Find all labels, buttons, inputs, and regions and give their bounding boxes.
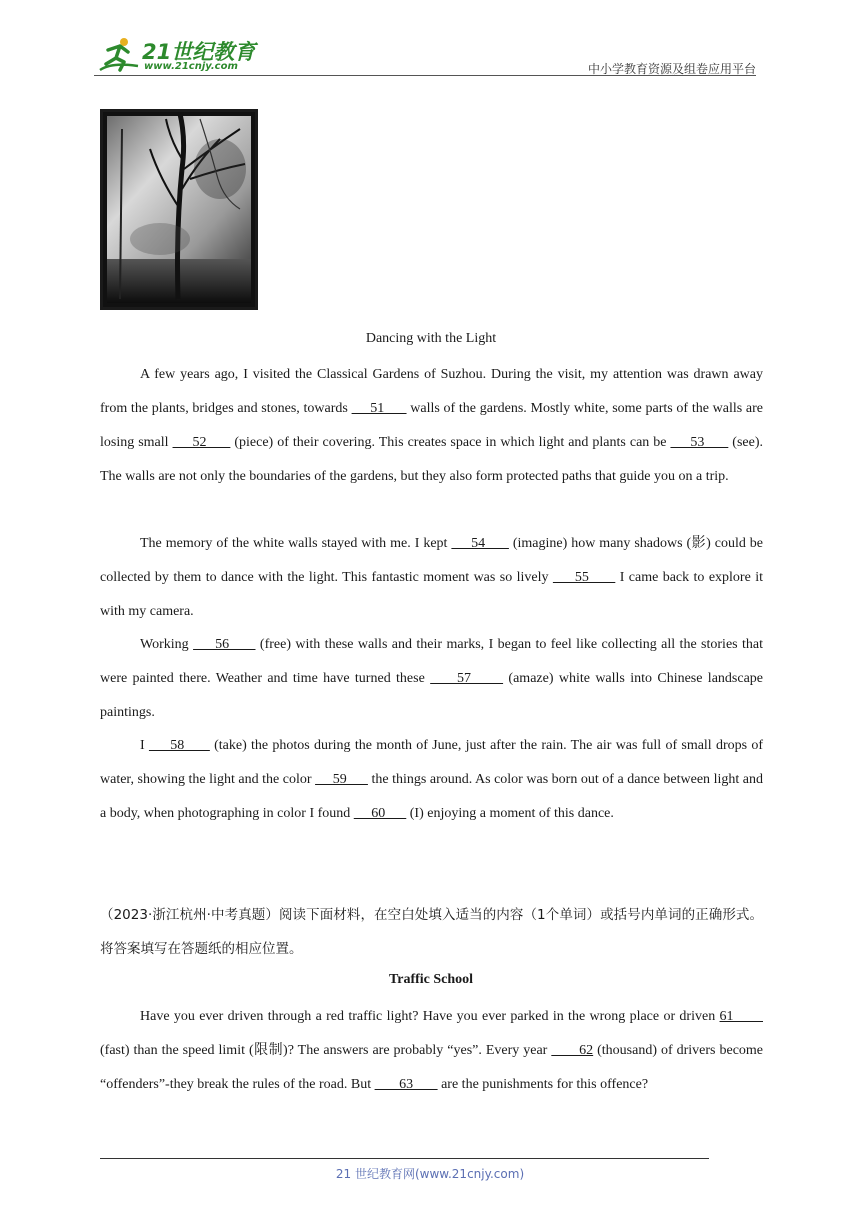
blank-55[interactable]: 55	[552, 570, 616, 585]
passage-title: Dancing with the Light	[365, 331, 497, 346]
blank-58[interactable]: 58	[148, 738, 210, 753]
header-divider	[94, 75, 756, 76]
logo-url-text: www.21cnjy.com	[144, 61, 238, 72]
logo-brand-text: 21世纪教育	[142, 40, 256, 64]
header-platform-text: 中小学教育资源及组卷应用平台	[587, 62, 756, 76]
question-title: Traffic School	[388, 972, 474, 987]
blank-61[interactable]: 61	[719, 1009, 763, 1024]
page-header	[94, 34, 756, 78]
footer-link[interactable]: 21 世纪教育网(www.21cnjy.com)	[335, 1167, 525, 1181]
passage-paragraph-4: I 58 (take) the photos during the month of June, just after the rain. The air was full of small drops of water, showing the light and the color 59 the things around. As color was born out of a dance between light and a body, when photographing in color I found 60 (I) enjoying a moment of this dance.	[100, 738, 763, 821]
site-logo[interactable]	[94, 34, 264, 76]
runner-logo-icon	[98, 36, 140, 74]
blank-54[interactable]: 54	[451, 536, 509, 551]
passage-paragraph-3: Working 56 (free) with these walls and their marks, I began to feel like collecting all the stories that were painted there. Weather and time have turned these 57 (amaze) white walls into Chinese landscape paintings.	[100, 637, 764, 720]
blank-51[interactable]: 51	[351, 401, 407, 416]
footer-divider	[100, 1158, 709, 1159]
blank-56[interactable]: 56	[193, 637, 256, 652]
question-paragraph-1: Have you ever driven through a red traffic light? Have you ever parked in the wrong place or driven 61 (fast) than the speed limit (限制)? The answers are probably “yes”. Every year 62 (thousand) of drivers become “offenders”-they break the rules of the road. But 63 are the punishments for this offence?	[100, 1009, 764, 1092]
blank-60[interactable]: 60	[353, 806, 407, 821]
wall-tree-photo	[100, 109, 258, 310]
blank-53[interactable]: 53	[670, 435, 729, 450]
passage-paragraph-2: The memory of the white walls stayed with me. I kept 54 (imagine) how many shadows (影) could be collected by them to dance with the light. This fantastic moment was so lively 55 I came back to explore it with my camera.	[100, 536, 764, 619]
blank-52[interactable]: 52	[172, 435, 231, 450]
blank-57[interactable]: 57	[430, 671, 504, 686]
blank-62[interactable]: 62	[551, 1043, 594, 1058]
blank-59[interactable]: 59	[315, 772, 368, 787]
passage-paragraph-1: A few years ago, I visited the Classical Gardens of Suzhou. During the visit, my attention was drawn away from the plants, bridges and stones, towards 51 walls of the gardens. Mostly white, some parts of the walls are losing small 52 (piece) of their covering. This creates space in which light and plants can be 53 (see). The walls are not only the boundaries of the gardens, but they also form protected paths that guide you on a trip.	[100, 367, 764, 484]
blank-63[interactable]: 63	[374, 1077, 438, 1092]
question-instruction: （2023·浙江杭州·中考真题）阅读下面材料，在空白处填入适当的内容（1个单词）或括号内单词的正确形式。将答案填写在答题纸的相应位置。	[100, 907, 763, 957]
